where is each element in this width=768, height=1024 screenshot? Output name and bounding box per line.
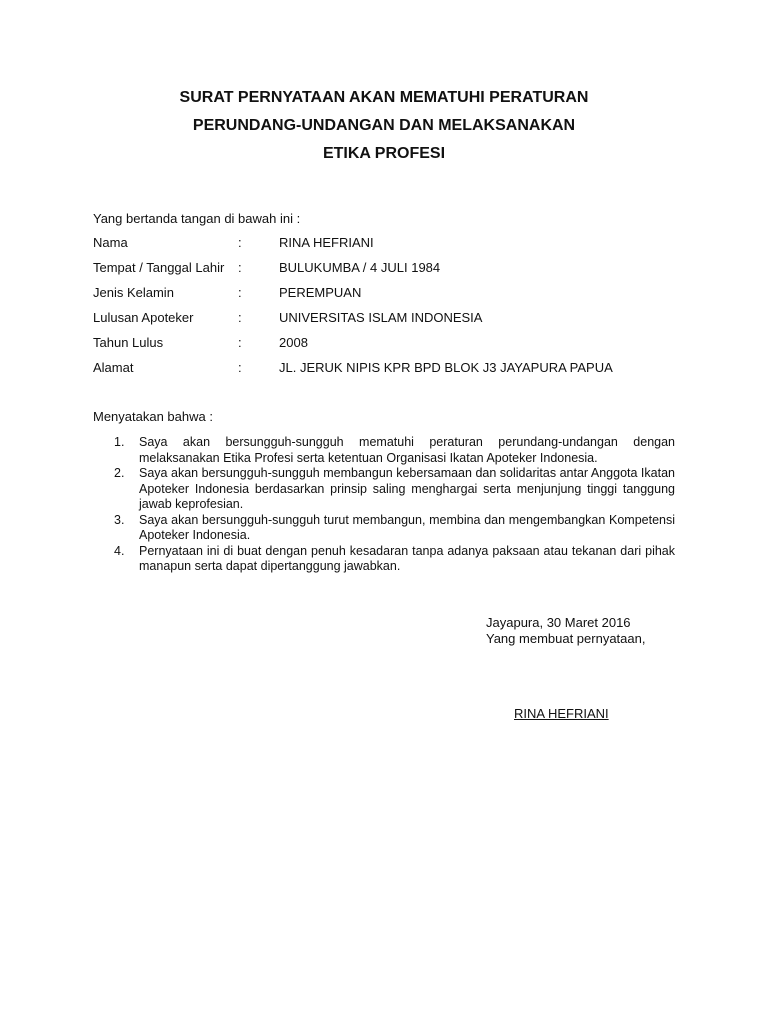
statement-item [114,435,675,466]
statement-number: 1. [114,435,125,449]
statement-text: Pernyataan ini di buat dengan penuh kesadaran tanpa adanya paksaan atau tekanan dari pihak manapun serta dapat dipertanggung jawabkan. [139,543,675,573]
statement-text: Saya akan bersungguh-sungguh membangun kebersamaan dan solidaritas antar Anggota Ikatan Apoteker Indonesia berdasarkan prinsip saling menghargai serta menjunjung tinggi tanggung jawab keprofesian. [139,466,675,511]
maker-label: Yang membuat pernyataan, [486,631,646,646]
statement-text: Saya akan bersungguh-sungguh turut membangun, membina dan mengembangkan Kompetensi Apoteker Indonesia. [139,512,675,542]
statement-item [114,513,675,544]
statement-number: 3. [114,512,125,527]
field-colon: : [238,285,242,300]
intro-text: Yang bertanda tangan di bawah ini : [93,211,301,226]
statement-number: 4. [114,543,125,558]
field-value: PEREMPUAN [279,285,362,300]
field-value: UNIVERSITAS ISLAM INDONESIA [279,310,483,325]
field-value: 2008 [279,335,308,350]
field-label: Jenis Kelamin [93,285,174,300]
statement-item [114,544,675,575]
signature-block [486,615,645,647]
statement-item [114,466,675,513]
field-label: Tahun Lulus [93,335,164,350]
title-line-1: SURAT PERNYATAAN AKAN MEMATUHI PERATURAN [179,89,589,106]
statement-text: Saya akan bersungguh-sungguh mematuhi peraturan perundang-undangan dengan melaksanakan Etika Profesi serta ketentuan Organisasi Ikatan Apoteker Indonesia. [139,435,675,465]
field-label: Tempat / Tanggal Lahir [93,260,225,275]
place-date: Jayapura, 30 Maret 2016 [486,615,631,630]
signer-name: RINA HEFRIANI [514,706,609,721]
field-colon: : [238,235,242,250]
statement-list [114,435,675,575]
title-line-2: PERUNDANG-UNDANGAN DAN MELAKSANAKAN [192,117,576,134]
field-label: Lulusan Apoteker [93,310,194,325]
field-colon: : [238,335,242,350]
field-colon: : [238,260,242,275]
field-label: Nama [93,235,128,250]
field-value: BULUKUMBA / 4 JULI 1984 [279,260,441,275]
statement-heading: Menyatakan bahwa : [93,409,213,424]
document-title [0,84,768,168]
field-value: JL. JERUK NIPIS KPR BPD BLOK J3 JAYAPURA PAPUA [279,360,613,375]
title-line-3: ETIKA PROFESI [322,145,446,162]
field-label: Alamat [93,360,134,375]
statement-number: 2. [114,466,125,480]
field-colon: : [238,360,242,375]
field-colon: : [238,310,242,325]
field-value: RINA HEFRIANI [279,235,374,250]
